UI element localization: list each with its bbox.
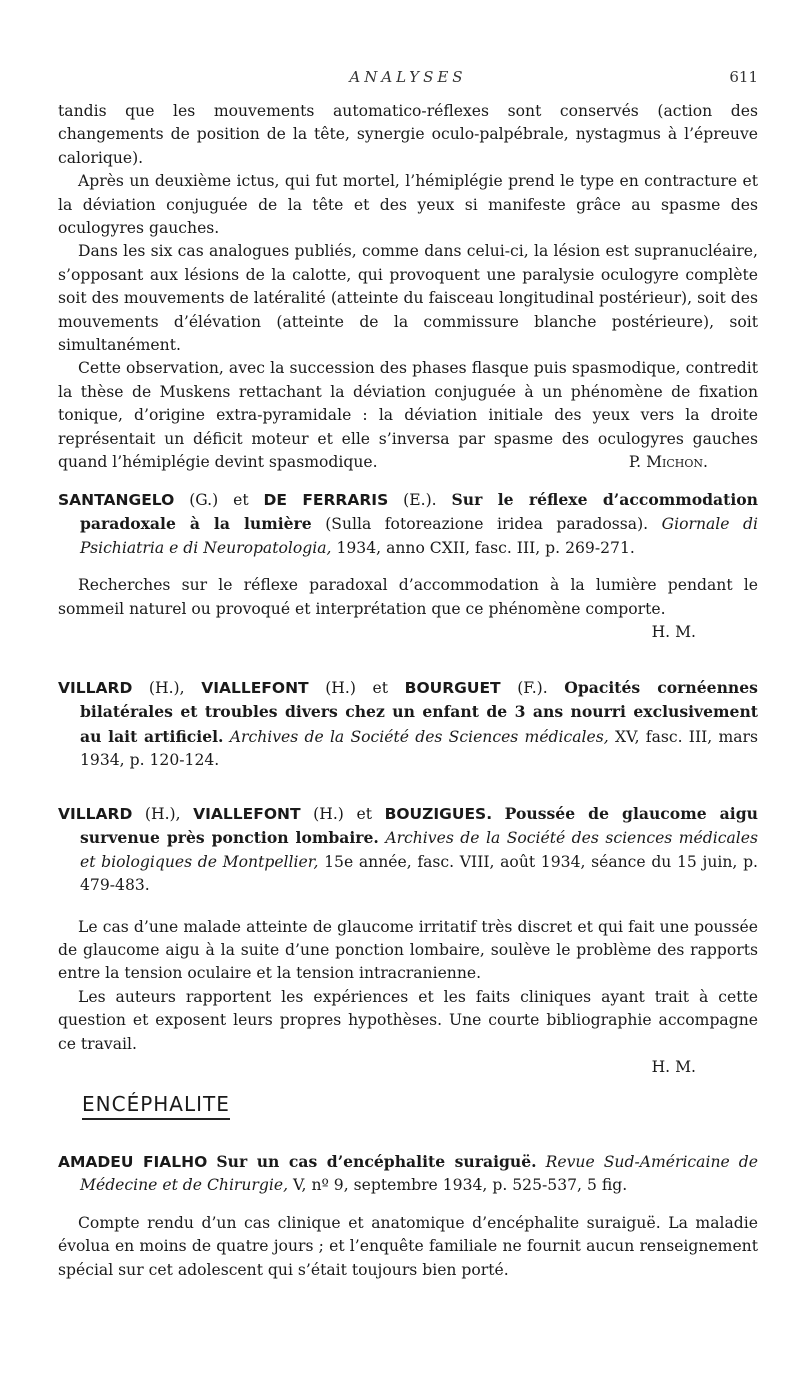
citation-details: 15e année, fasc. VIII, août 1934, séance du 15 juin, p. 479-483. [80, 852, 759, 895]
entry-body: Les auteurs rapportent les expériences et les faits cliniques ayant trait à cette question et exposent leurs propres hypothèses. Une courte bibliographie accompagne ce travail. [58, 987, 758, 1053]
citation-details: XV, fasc. III, mars 1934, p. 120-124. [80, 727, 759, 770]
author-name: VILLARD [58, 679, 133, 697]
article-title: Sur un cas d’encéphalite suraiguë. [216, 1152, 537, 1171]
citation-journal: Archives de la Société des Sciences médicales, [229, 727, 609, 746]
entry-heading [58, 802, 758, 898]
citation-details: V, nº 9, septembre 1934, p. 525-537, 5 fig. [293, 1176, 628, 1195]
continued-review [58, 100, 758, 475]
citation-journal: Revue Sud-Américaine de Médecine et de Chirurgie, [80, 1153, 758, 1195]
author-name: VIALLEFONT [201, 679, 309, 697]
author-initial: (H.), [148, 679, 185, 697]
citation-journal: Giornale di Psichiatria e di Neuropatologia, [80, 515, 758, 557]
paragraph: tandis que les mouvements automatico-réflexes sont conservés (action des changements de position de la tête, synergie oculo-palpébrale, nystagmus à l’épreuve calorique). [58, 102, 758, 167]
conjunction: et [233, 491, 249, 509]
paragraph [58, 357, 758, 474]
paragraph: Après un deuxième ictus, qui fut mortel, l’hémiplégie prend le type en contracture et la déviation conjuguée de la tête et des yeux si manifeste grâce au spasme des oculogyres gauches. [58, 172, 758, 238]
reviewer-signature: P. Michon. [628, 453, 708, 472]
author-initial: (F.). [517, 679, 548, 697]
article-title: Opacités cornéennes bilatérales et troubles divers chez un enfant de 3 ans nourri exclusivement au lait artificiel. [80, 678, 758, 746]
citation-journal: Archives de la Société des sciences médicales et biologiques de Montpellier, [80, 829, 758, 871]
entry-heading [58, 1150, 758, 1198]
author-initial: (E.). [403, 491, 437, 509]
author-initial: (H.) [313, 805, 344, 823]
author-name: BOURGUET [404, 679, 501, 697]
paragraph: Dans les six cas analogues publiés, comme dans celui-ci, la lésion est supranucléaire, s’opposant aux lésions de la calotte, qui provoquent une paralysie oculogyre complète soit des mouvements de latéralité (atteinte du faisceau longitudinal postérieur), soit des mouvements d’élévation (atteinte de la commissure blanche postérieure), soit simultanément. [58, 242, 758, 355]
entry-body: Compte rendu d’un cas clinique et anatomique d’encéphalite suraiguë. La maladie évolua en moins de quatre jours ; et l’enquête familiale ne fournit aucun renseignement spécial sur cet adolescent qui s’était toujours bien porté. [58, 1213, 758, 1279]
author-name: SANTANGELO [58, 491, 175, 509]
author-initial: (H.), [144, 805, 181, 823]
article-title: Sur le réflexe d’accommodation paradoxale à la lumière [80, 490, 758, 534]
author-name: DE FERRARIS [263, 491, 389, 509]
entry-villard-bourguet [58, 676, 758, 773]
entry-villard-bouzigues [58, 802, 758, 1079]
page-header [58, 68, 758, 90]
page-number: 611 [729, 68, 758, 86]
running-head: ANALYSES [349, 68, 467, 86]
paragraph-text: Cette observation, avec la succession des phases flasque puis spasmodique, contredit la thèse de Muskens rettachant la déviation conjuguée à un phénomène de fixation tonique, d’origine extra-pyramidale : la déviation initiale des yeux vers la droite représentait un déficit moteur et elle s’inversa par spasme des oculogyres gauches quand l’hémiplégie devint spasmodique. [58, 359, 758, 472]
section-heading: ENCÉPHALITE [82, 1092, 230, 1120]
entry-heading [58, 676, 758, 773]
reviewer-signature: H. M. [651, 623, 696, 642]
author-name: BOUZIGUES. [384, 805, 493, 823]
author-name: AMADEU FIALHO [58, 1153, 208, 1171]
reviewer-signature: H. M. [651, 1058, 696, 1077]
article-title: Poussée de glaucome aigu survenue près ponction lombaire. [80, 804, 758, 848]
citation-original-title: (Sulla fotoreazione iridea paradossa). [325, 515, 649, 534]
entry-heading [58, 488, 758, 560]
author-initial: (G.) [189, 491, 219, 509]
conjunction: et [356, 805, 372, 823]
entry-body: Recherches sur le réflexe paradoxal d’accommodation à la lumière pendant le sommeil naturel ou provoqué et interprétation que ce phénomène comporte. [58, 576, 758, 618]
citation-details: 1934, anno CXII, fasc. III, p. 269-271. [336, 538, 635, 557]
entry-body: Le cas d’une malade atteinte de glaucome irritatif très discret et qui fait une poussée de glaucome aigu à la suite d’une ponction lombaire, soulève le problème des rapports entre la tension oculaire et la tension intracranienne. [58, 917, 758, 983]
entry-amadeu-fialho [58, 1150, 758, 1282]
author-name: VIALLEFONT [193, 805, 301, 823]
conjunction: et [372, 679, 389, 697]
entry-santangelo [58, 488, 758, 644]
author-name: VILLARD [58, 805, 133, 823]
author-initial: (H.) [325, 679, 356, 697]
